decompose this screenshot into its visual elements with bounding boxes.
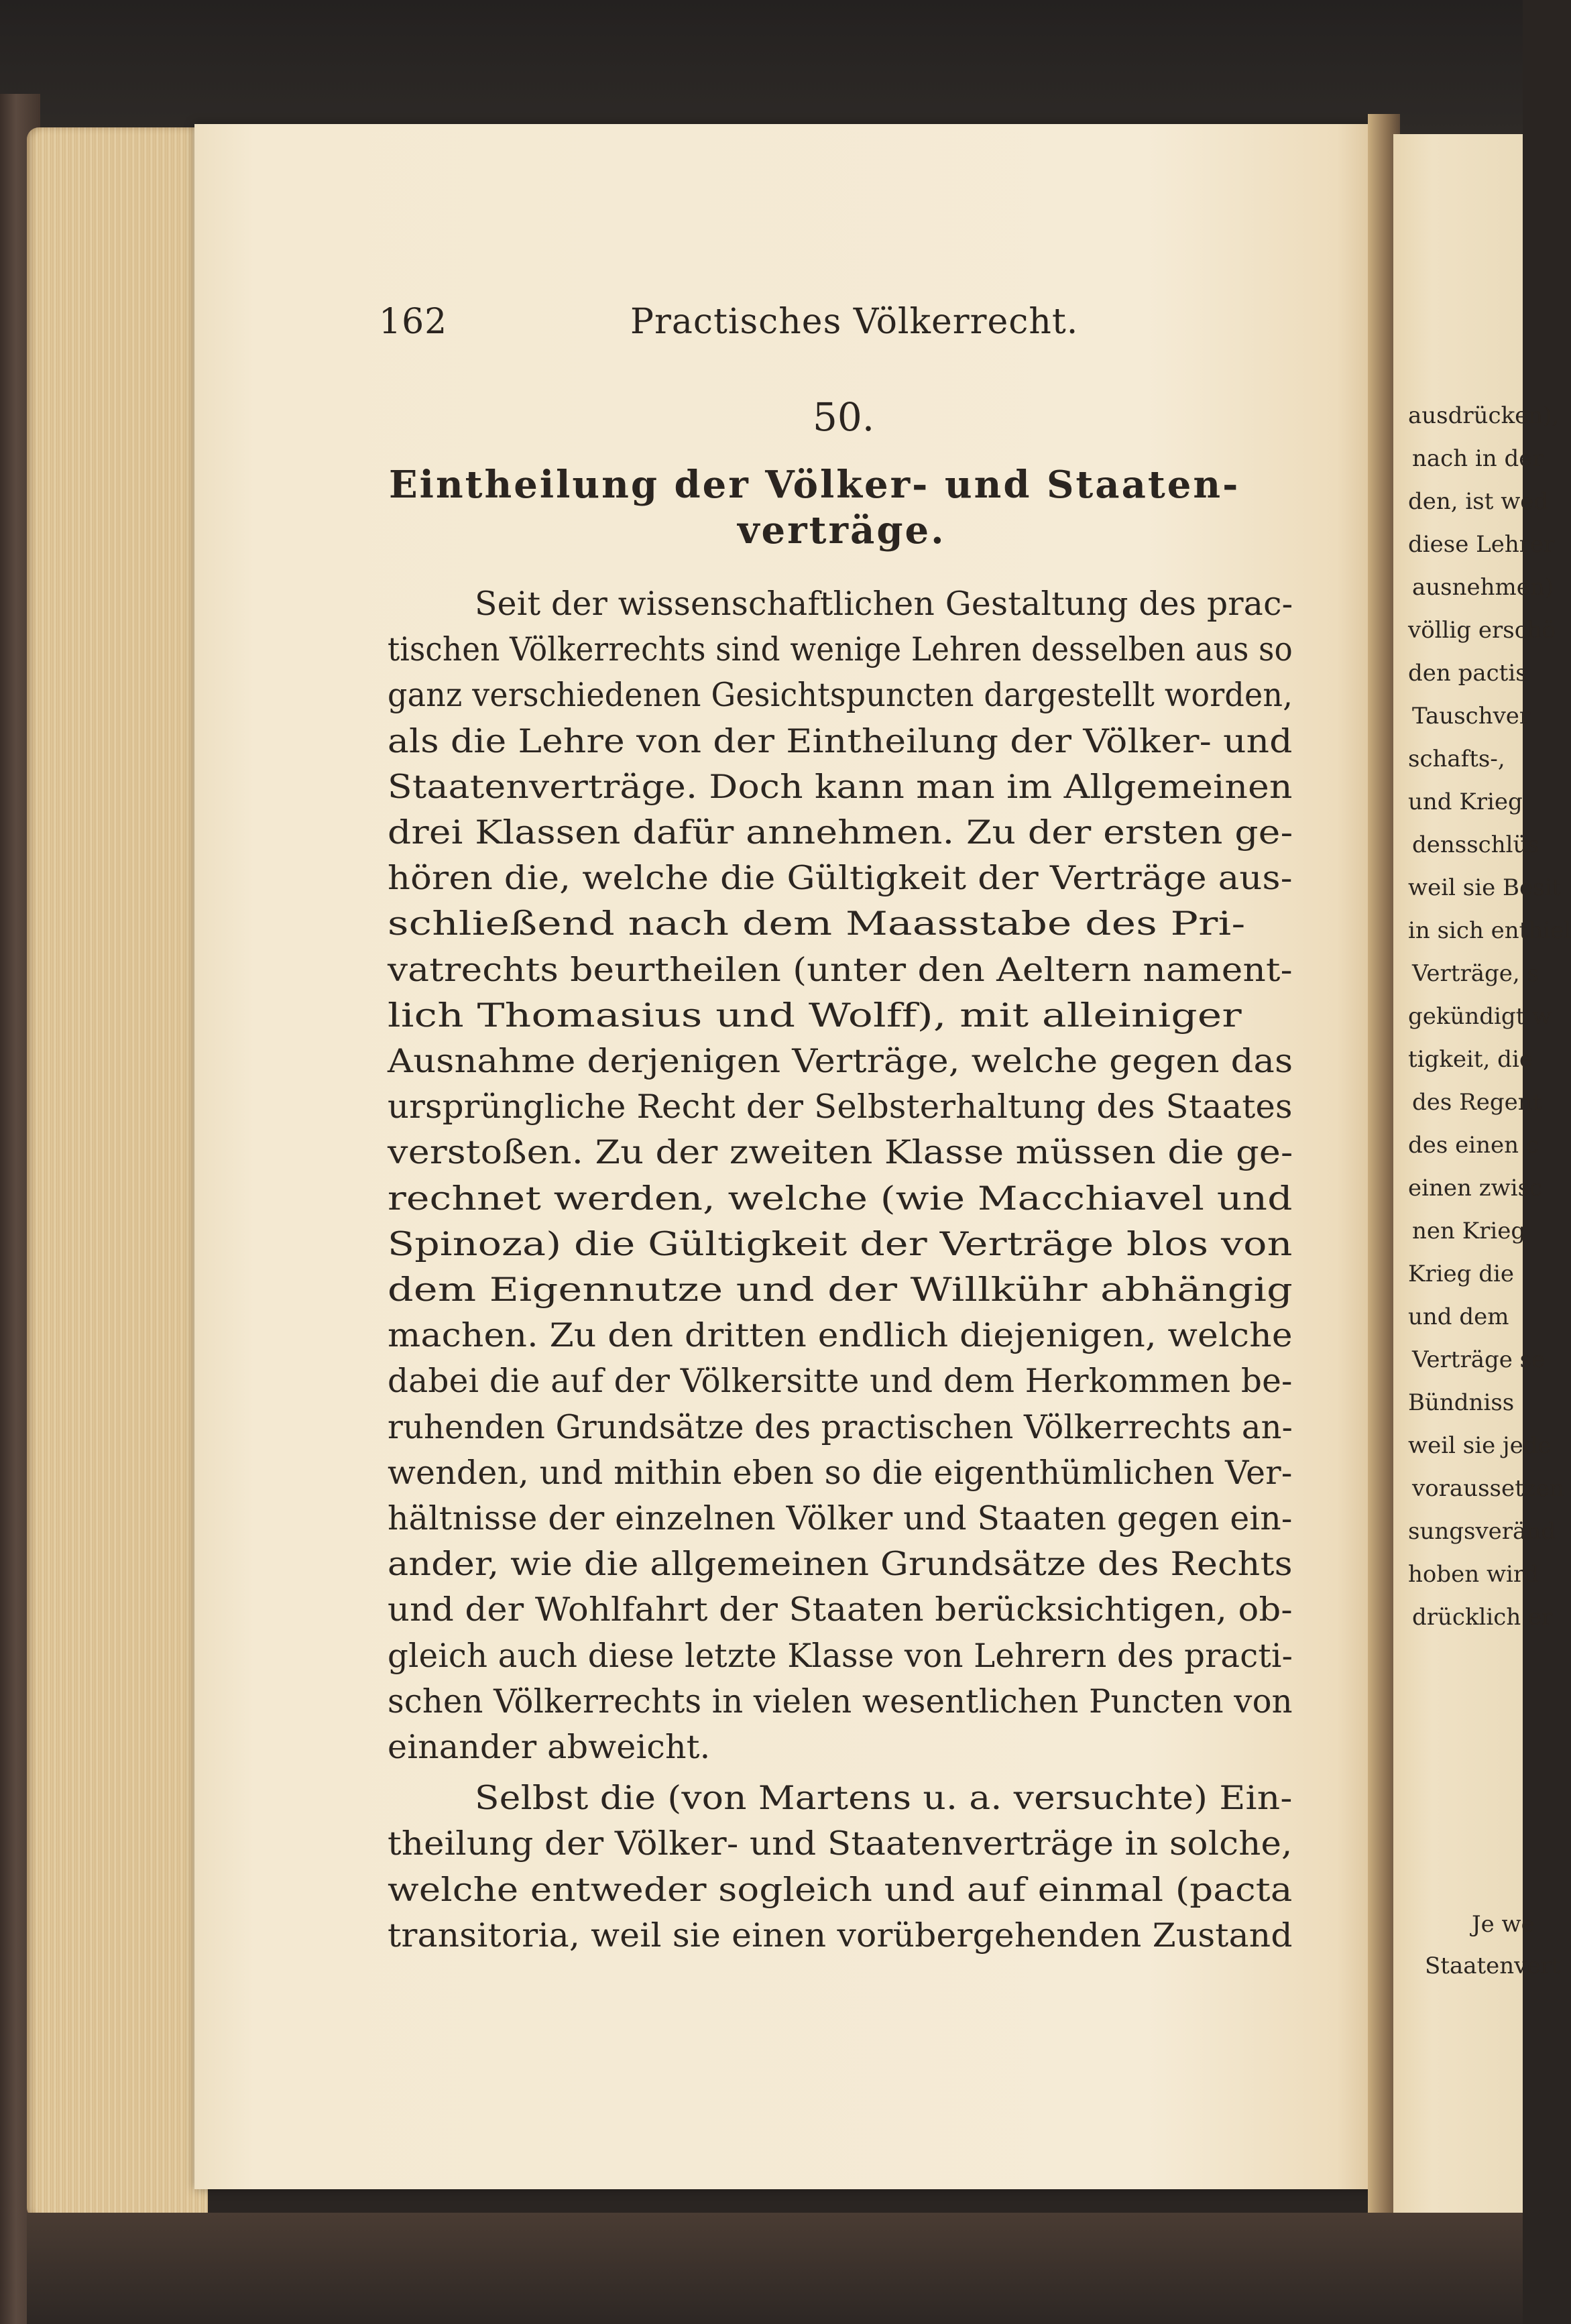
- facing-page-line: weil sie Besit: [1408, 874, 1562, 901]
- page-edges: [27, 127, 208, 2219]
- facing-page-line: ausdrücken),: [1408, 402, 1560, 429]
- body-line: und der Wohlfahrt der Staaten berücksichtigen, ob-: [388, 1590, 1293, 1629]
- facing-page-line: Verträge, s: [1412, 960, 1539, 987]
- body-line: Seit der wissenschaftlichen Gestaltung des prac-: [475, 585, 1293, 623]
- facing-page-line: des einen c: [1408, 1132, 1539, 1159]
- facing-page-line: und Krieg: [1408, 789, 1523, 815]
- body-line: Spinoza) die Gültigkeit der Verträge blos von: [388, 1224, 1293, 1263]
- facing-page-line: des Regent: [1412, 1089, 1542, 1116]
- facing-page-line: in sich enthiel: [1408, 917, 1571, 944]
- body-line: einander abweicht.: [388, 1728, 711, 1766]
- body-line: tischen Völkerrechts sind wenige Lehren desselben aus so: [388, 630, 1293, 669]
- body-line: drei Klassen dafür annehmen. Zu der ersten ge-: [388, 813, 1293, 852]
- section-number: 50.: [813, 394, 875, 440]
- page-number: 162: [379, 302, 448, 342]
- body-line: welche entweder sogleich und auf einmal (pacta: [388, 1870, 1293, 1909]
- section-heading-line: verträge.: [738, 508, 946, 553]
- facing-page-line: diese Lehrer: [1408, 531, 1555, 558]
- body-line: rechnet werden, welche (wie Macchiavel und: [388, 1179, 1293, 1218]
- body-line: dem Eigennutze und der Willkühr abhängig: [388, 1271, 1293, 1309]
- facing-page-line: voraussetzen: [1412, 1475, 1564, 1502]
- facing-page-line: einen zwisc: [1408, 1175, 1543, 1202]
- facing-page-line: den pactis: [1408, 660, 1527, 687]
- facing-page-line: tigkeit, die: [1408, 1046, 1533, 1073]
- facing-page-line: ausnehmen): [1412, 574, 1554, 601]
- body-line: wenden, und mithin eben so die eigenthümlichen Ver-: [388, 1453, 1293, 1492]
- facing-page-line: gekündigt w: [1408, 1003, 1552, 1030]
- background-shadow: [0, 0, 1523, 134]
- body-line: transitoria, weil sie einen vorübergehenden Zustand: [388, 1916, 1293, 1955]
- facing-page-line: den, ist wed: [1408, 488, 1549, 515]
- body-line: lich Thomasius und Wolff), mit alleiniger: [388, 996, 1242, 1035]
- body-line: Selbst die (von Martens u. a. versuchte) Ein-: [475, 1779, 1293, 1818]
- facing-page-line: Bündniss: [1408, 1389, 1515, 1416]
- section-heading-line: Eintheilung der Völker- und Staaten-: [389, 463, 1240, 507]
- body-line: ander, wie die allgemeinen Grundsätze des Rechts: [388, 1545, 1293, 1584]
- body-line: ruhenden Grundsätze des practischen Völkerrechts an-: [388, 1407, 1293, 1446]
- body-line: vatrechts beurtheilen (unter den Aeltern nament-: [388, 950, 1293, 989]
- body-line: machen. Zu den dritten endlich diejenigen, welche: [388, 1316, 1293, 1355]
- facing-page-line: und dem: [1408, 1303, 1509, 1330]
- body-line: ganz verschiedenen Gesichtspuncten dargestellt worden,: [388, 676, 1293, 715]
- body-line: hören die, welche die Gültigkeit der Verträge aus-: [388, 859, 1293, 898]
- facing-page-footer-line: Staatenvert: [1425, 1953, 1561, 1979]
- body-line: hältnisse der einzelnen Völker und Staaten gegen ein-: [388, 1499, 1293, 1537]
- facing-page-line: densschlüs: [1412, 831, 1539, 858]
- body-line: dabei die auf der Völkersitte und dem Herkommen be-: [388, 1362, 1293, 1401]
- facing-page-line: völlig erschö: [1408, 617, 1556, 644]
- body-line: ursprüngliche Recht der Selbsterhaltung des Staates: [388, 1088, 1293, 1126]
- facing-page-line: Krieg die: [1408, 1261, 1514, 1287]
- facing-page-line: nen Krieg: [1412, 1218, 1526, 1244]
- facing-page-line: Tauschver: [1412, 703, 1531, 730]
- body-line: gleich auch diese letzte Klasse von Lehrern des practi-: [388, 1636, 1293, 1675]
- facing-page-line: weil sie jede: [1408, 1432, 1552, 1459]
- running-title: Practisches Völkerrecht.: [630, 302, 1079, 342]
- facing-page-line: nach in der: [1412, 445, 1544, 472]
- body-line: verstoßen. Zu der zweiten Klasse müssen die ge-: [388, 1133, 1293, 1172]
- body-line: als die Lehre von der Eintheilung der Völker- und: [388, 721, 1293, 760]
- facing-page-footer-line: Je we: [1472, 1911, 1535, 1938]
- body-line: Ausnahme derjenigen Verträge, welche gegen das: [388, 1042, 1293, 1080]
- body-line: Staatenverträge. Doch kann man im Allgemeinen: [388, 767, 1293, 806]
- body-line: theilung der Völker- und Staatenverträge in solche,: [388, 1824, 1293, 1863]
- body-line: schen Völkerrechts in vielen wesentlichen Puncten von: [388, 1682, 1293, 1721]
- body-line: schließend nach dem Maasstabe des Pri-: [388, 905, 1246, 943]
- facing-page-line: Verträge se: [1412, 1346, 1546, 1373]
- facing-page-line: hoben wird: [1408, 1561, 1539, 1588]
- facing-page-line: sungsveränd: [1408, 1518, 1556, 1545]
- facing-page-line: schafts-,: [1408, 746, 1505, 772]
- facing-page-line: drücklich er: [1412, 1604, 1553, 1631]
- bottom-edge: [27, 2213, 1523, 2324]
